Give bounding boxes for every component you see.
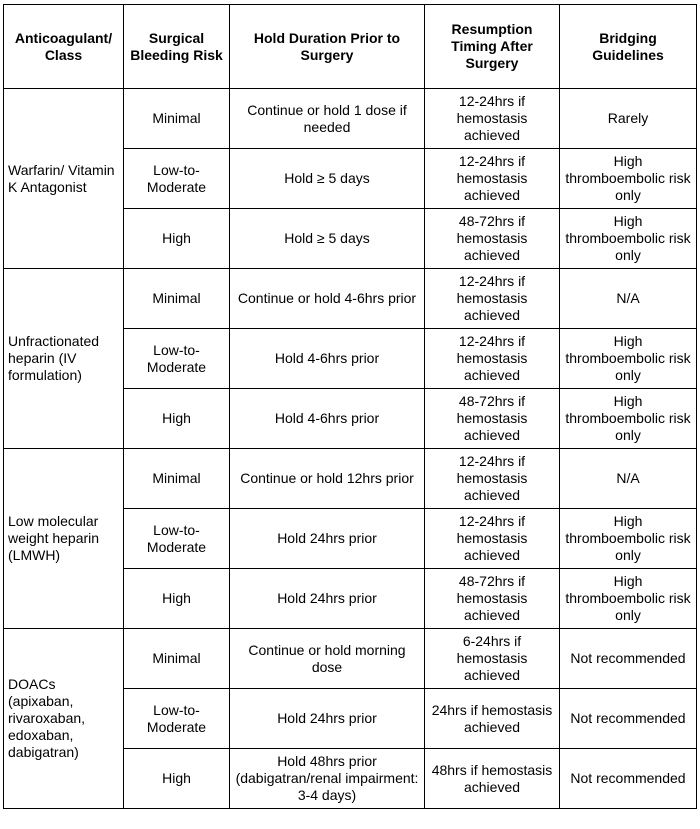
header-agent: Anticoagulant/ Class: [4, 5, 124, 89]
risk-cell: Minimal: [124, 269, 230, 329]
bridging-cell: High thromboembolic risk only: [560, 209, 697, 269]
bridging-cell: Rarely: [560, 89, 697, 149]
anticoagulant-table-container: [3, 4, 696, 809]
resume-cell: 12-24hrs if hemostasis achieved: [425, 269, 560, 329]
risk-cell: Low-to-Moderate: [124, 689, 230, 749]
risk-cell: High: [124, 389, 230, 449]
hold-cell: Continue or hold morning dose: [230, 629, 425, 689]
risk-cell: Minimal: [124, 449, 230, 509]
bridging-cell: N/A: [560, 269, 697, 329]
resume-cell: 24hrs if hemostasis achieved: [425, 689, 560, 749]
hold-cell: Hold 4-6hrs prior: [230, 329, 425, 389]
bridging-cell: High thromboembolic risk only: [560, 149, 697, 209]
bridging-cell: High thromboembolic risk only: [560, 329, 697, 389]
risk-cell: Low-to-Moderate: [124, 149, 230, 209]
risk-cell: Low-to-Moderate: [124, 329, 230, 389]
resume-cell: 12-24hrs if hemostasis achieved: [425, 449, 560, 509]
anticoagulant-table: [3, 4, 697, 809]
header-hold-duration: Hold Duration Prior to Surgery: [230, 5, 425, 89]
resume-cell: 6-24hrs if hemostasis achieved: [425, 629, 560, 689]
hold-cell: Continue or hold 1 dose if needed: [230, 89, 425, 149]
hold-cell: Hold ≥ 5 days: [230, 149, 425, 209]
hold-cell: Hold 24hrs prior: [230, 569, 425, 629]
table-row: [4, 629, 697, 689]
resume-cell: 12-24hrs if hemostasis achieved: [425, 509, 560, 569]
resume-cell: 12-24hrs if hemostasis achieved: [425, 149, 560, 209]
bridging-cell: High thromboembolic risk only: [560, 569, 697, 629]
bridging-cell: Not recommended: [560, 629, 697, 689]
hold-cell: Hold 24hrs prior: [230, 509, 425, 569]
agent-cell-warfarin: Warfarin/ Vitamin K Antagonist: [4, 89, 124, 269]
resume-cell: 12-24hrs if hemostasis achieved: [425, 89, 560, 149]
table-row: [4, 89, 697, 149]
hold-cell: Continue or hold 12hrs prior: [230, 449, 425, 509]
bridging-cell: Not recommended: [560, 749, 697, 809]
bridging-cell: Not recommended: [560, 689, 697, 749]
header-resumption: Resumption Timing After Surgery: [425, 5, 560, 89]
resume-cell: 48-72hrs if hemostasis achieved: [425, 209, 560, 269]
resume-cell: 48-72hrs if hemostasis achieved: [425, 569, 560, 629]
agent-cell-lmwh: Low molecular weight heparin (LMWH): [4, 449, 124, 629]
agent-cell-doacs: DOACs (apixaban, rivaroxaban, edoxaban, dabigatran): [4, 629, 124, 809]
hold-cell: Hold 24hrs prior: [230, 689, 425, 749]
agent-cell-ufh: Unfractionated heparin (IV formulation): [4, 269, 124, 449]
risk-cell: High: [124, 209, 230, 269]
risk-cell: High: [124, 749, 230, 809]
resume-cell: 48hrs if hemostasis achieved: [425, 749, 560, 809]
header-row: [4, 5, 697, 89]
resume-cell: 12-24hrs if hemostasis achieved: [425, 329, 560, 389]
table-row: [4, 449, 697, 509]
resume-cell: 48-72hrs if hemostasis achieved: [425, 389, 560, 449]
header-bridging: Bridging Guidelines: [560, 5, 697, 89]
bridging-cell: High thromboembolic risk only: [560, 509, 697, 569]
hold-cell: Hold 48hrs prior (dabigatran/renal impairment: 3-4 days): [230, 749, 425, 809]
table-row: [4, 269, 697, 329]
bridging-cell: High thromboembolic risk only: [560, 389, 697, 449]
header-bleeding-risk: Surgical Bleeding Risk: [124, 5, 230, 89]
risk-cell: Minimal: [124, 89, 230, 149]
risk-cell: Minimal: [124, 629, 230, 689]
risk-cell: Low-to-Moderate: [124, 509, 230, 569]
bridging-cell: N/A: [560, 449, 697, 509]
hold-cell: Hold ≥ 5 days: [230, 209, 425, 269]
risk-cell: High: [124, 569, 230, 629]
hold-cell: Hold 4-6hrs prior: [230, 389, 425, 449]
hold-cell: Continue or hold 4-6hrs prior: [230, 269, 425, 329]
